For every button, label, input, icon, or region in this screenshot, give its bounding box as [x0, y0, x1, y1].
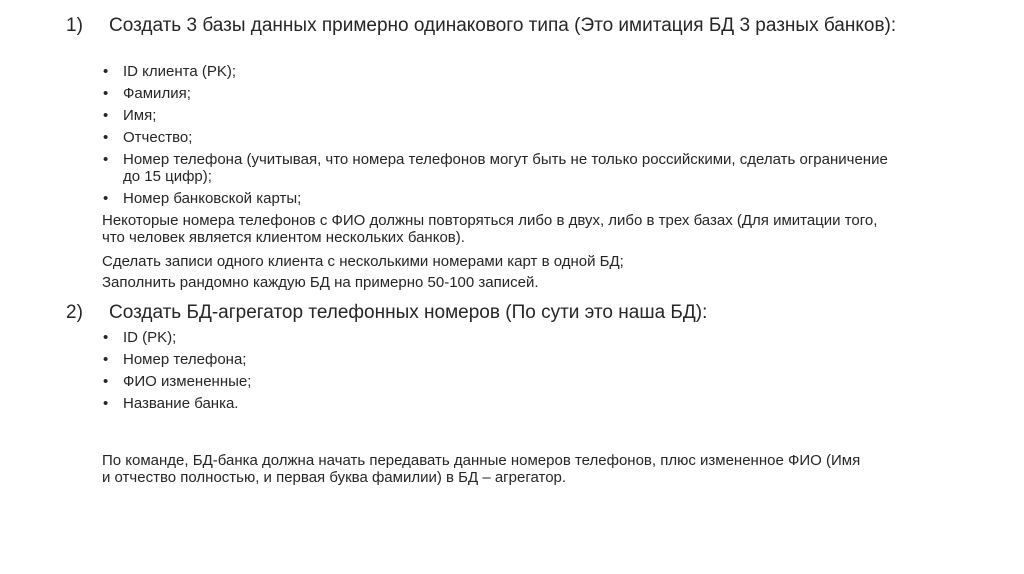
list-item — [102, 329, 903, 346]
list-item-text: Имя; — [123, 107, 157, 124]
bullet-icon: • — [103, 395, 109, 412]
bullet-icon: • — [103, 190, 109, 207]
list-item-text: ФИО измененные; — [123, 373, 252, 390]
bullet-icon: • — [103, 151, 109, 168]
bullet-icon: • — [103, 373, 109, 390]
section-1-note-2: Сделать записи одного клиента с несколькими номерами карт в одной БД; — [102, 253, 624, 270]
list-item-text: Номер телефона (учитывая, что номера телефонов могут быть не только российскими, сделать ограничение до 15 цифр); — [123, 151, 888, 185]
list-item-text: Номер банковской карты; — [123, 190, 302, 207]
section-2-bullet-list — [102, 329, 903, 417]
list-item — [102, 85, 903, 102]
list-item-text: ID клиента (PK); — [123, 63, 237, 80]
list-item-text: Номер телефона; — [123, 351, 247, 368]
list-item — [102, 129, 903, 146]
list-item — [102, 63, 903, 80]
bullet-icon: • — [103, 107, 109, 124]
section-2-number: 2) — [66, 302, 83, 323]
section-1-note-1: Некоторые номера телефонов с ФИО должны повторяться либо в двух, либо в трех базах (Для имитации того, что человек является клиентом нескольких банков). — [102, 212, 878, 246]
section-1-title: Создать 3 базы данных примерно одинакового типа (Это имитация БД 3 разных банков): — [109, 15, 897, 36]
list-item-text: Название банка. — [123, 395, 239, 412]
bullet-icon: • — [103, 85, 109, 102]
list-item — [102, 107, 903, 124]
section-2-title: Создать БД-агрегатор телефонных номеров (По сути это наша БД): — [109, 302, 708, 323]
bullet-icon: • — [103, 329, 109, 346]
section-1-number: 1) — [66, 15, 83, 36]
list-item — [102, 190, 903, 207]
bullet-icon: • — [103, 129, 109, 146]
section-1-note-3: Заполнить рандомно каждую БД на примерно 50-100 записей. — [102, 274, 539, 291]
list-item-text: ID (PK); — [123, 329, 177, 346]
bullet-icon: • — [103, 351, 109, 368]
list-item — [102, 395, 903, 412]
section-2-note-1: По команде, БД-банка должна начать передавать данные номеров телефонов, плюс измененное ФИО (Имя и отчество полностью, и первая буква фамилии) в БД – агрегатор. — [102, 452, 861, 486]
list-item — [102, 373, 903, 390]
section-1-bullet-list — [102, 63, 903, 212]
list-item — [102, 351, 903, 368]
list-item-text: Фамилия; — [123, 85, 191, 102]
list-item — [102, 151, 898, 185]
list-item-text: Отчество; — [123, 129, 193, 146]
bullet-icon: • — [103, 63, 109, 80]
